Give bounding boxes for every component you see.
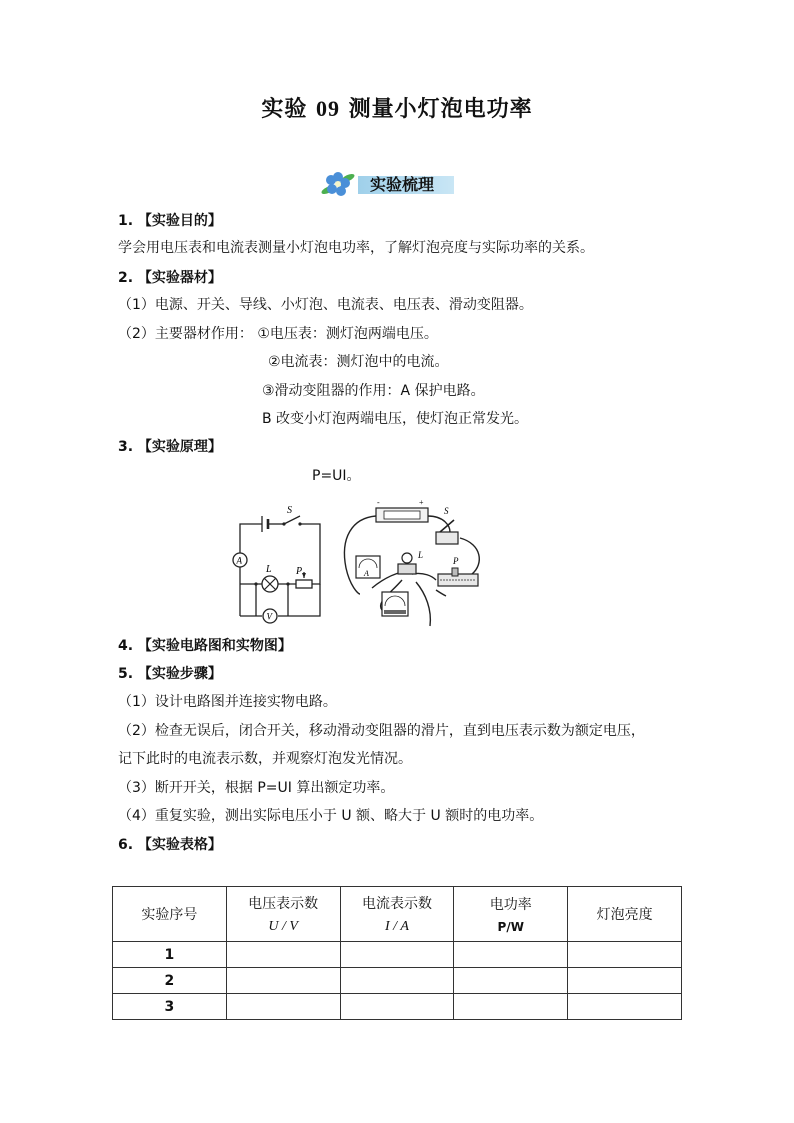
row-number-cell: 1 [113,942,227,968]
section-5-heading: 5. 【实验步骤】 [118,666,222,682]
bulb-body [402,553,412,563]
table-cell [340,942,454,968]
table-row [113,968,682,994]
section-2-line-4: ③滑动变阻器的作用：A 保护电路。 [262,383,485,399]
section-1-body: 学会用电压表和电流表测量小灯泡电功率，了解灯泡亮度与实际功率的关系。 [118,240,594,256]
table-header-cell: 灯泡亮度 [568,887,682,942]
section-2-line-5: B 改变小灯泡两端电压，使灯泡正常发光。 [262,411,529,427]
apparatus-label-p: P [453,556,459,566]
table-cell [340,968,454,994]
section-1-heading: 1. 【实验目的】 [118,213,222,229]
apparatus-minus: - [377,498,380,507]
table-header-cell: 电流表示数 I / A [340,887,454,942]
circuit-label-v: V [266,611,272,622]
table-cell [226,994,340,1020]
apparatus-label-a: A [364,569,369,578]
apparatus-label-s: S [444,506,449,516]
section-4-heading: 4. 【实验电路图和实物图】 [118,638,292,654]
flower-icon [318,168,358,200]
table-cell [454,942,568,968]
table-cell [340,994,454,1020]
section-5-line-5: （4）重复实验，测出实际电压小于 U 额、略大于 U 额时的电功率。 [118,808,544,824]
table-header-cell: 实验序号 [113,887,227,942]
table-row [113,994,682,1020]
section-banner [318,168,458,200]
circuit-label-s: S [287,505,292,516]
section-3-formula: P=UI。 [312,468,361,484]
section-5-line-3: 记下此时的电流表示数，并观察灯泡发光情况。 [118,751,412,767]
banner-label: 实验梳理 [370,175,435,194]
section-2-line-3: ②电流表：测灯泡中的电流。 [268,354,449,370]
circuit-label-a: A [236,555,242,566]
section-5-line-2: （2）检查无误后，闭合开关，移动滑动变阻器的滑片，直到电压表示数为额定电压， [118,723,645,739]
table-header-cell: 电功率 P/W [454,887,568,942]
section-3-heading: 3. 【实验原理】 [118,439,222,455]
apparatus-drawing [332,498,492,638]
table-row [113,942,682,968]
section-6-heading: 6. 【实验表格】 [118,837,222,853]
table-cell [454,994,568,1020]
circuit-label-p: P [296,566,303,577]
page-title: 实验 09 测量小灯泡电功率 [261,96,533,122]
apparatus-label-l: L [418,550,424,560]
table-cell [568,968,682,994]
section-2-line-2: （2）主要器材作用： ①电压表：测灯泡两端电压。 [118,326,438,342]
experiment-table [112,886,682,1020]
table-cell [226,942,340,968]
section-2-line-1: （1）电源、开关、导线、小灯泡、电流表、电压表、滑动变阻器。 [118,297,533,313]
circuit-diagram [232,498,332,626]
circuit-label-l: L [266,564,272,575]
section-5-line-1: （1）设计电路图并连接实物电路。 [118,694,337,710]
table-cell [226,968,340,994]
table-cell [568,994,682,1020]
apparatus-plus: + [419,498,424,507]
table-cell [568,942,682,968]
table-header-row [113,887,682,942]
row-number-cell: 3 [113,994,227,1020]
section-5-line-4: （3）断开开关，根据 P=UI 算出额定功率。 [118,780,395,796]
row-number-cell: 2 [113,968,227,994]
table-header-cell: 电压表示数 U / V [226,887,340,942]
section-2-heading: 2. 【实验器材】 [118,270,222,286]
table-cell [454,968,568,994]
switch-body [436,532,458,544]
